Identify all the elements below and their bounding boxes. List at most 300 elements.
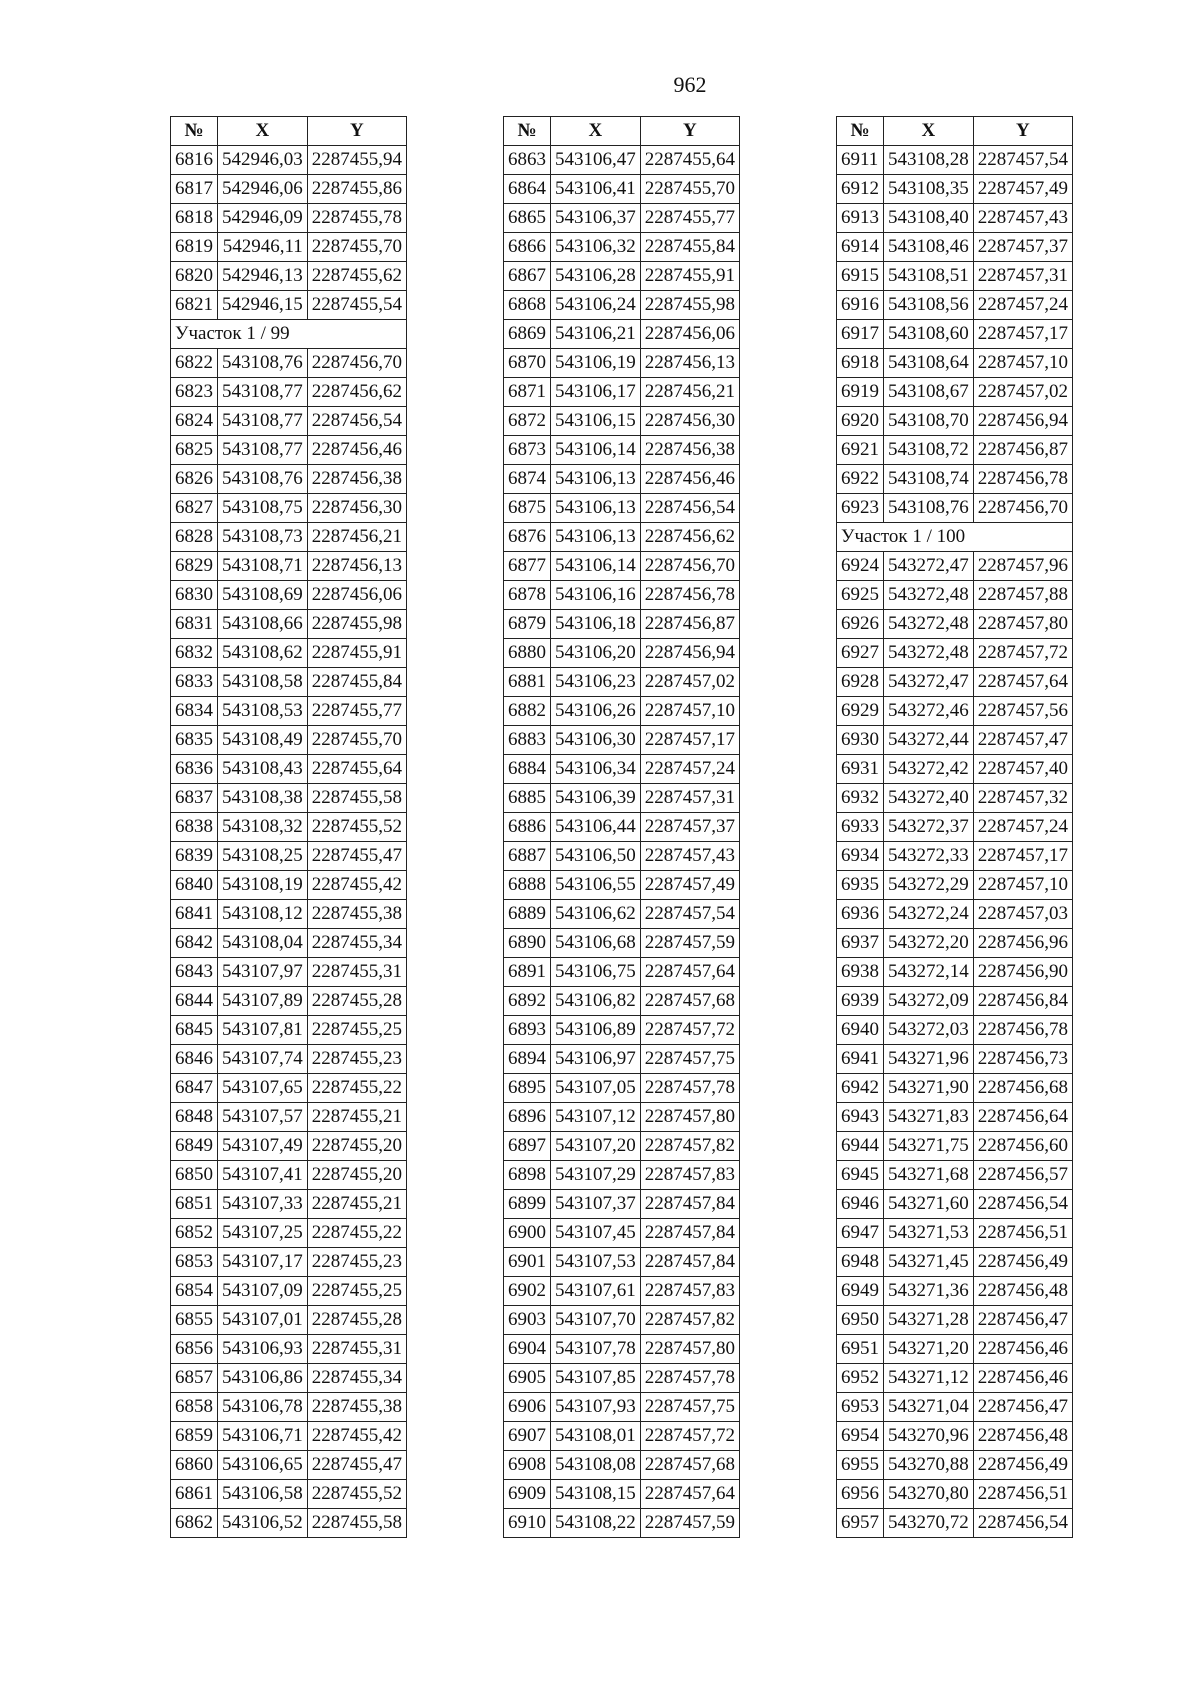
x-coordinate: 543270,96	[884, 1422, 974, 1451]
x-coordinate: 543107,05	[551, 1074, 641, 1103]
y-coordinate: 2287455,21	[307, 1103, 406, 1132]
y-coordinate: 2287455,52	[307, 1480, 406, 1509]
table-row	[504, 1277, 740, 1306]
y-coordinate: 2287457,78	[640, 1074, 739, 1103]
x-coordinate: 542946,15	[218, 291, 308, 320]
x-coordinate: 543106,32	[551, 233, 641, 262]
table-row	[837, 581, 1073, 610]
x-coordinate: 543271,68	[884, 1161, 974, 1190]
table-row	[837, 204, 1073, 233]
y-coordinate: 2287456,38	[307, 465, 406, 494]
point-number: 6850	[171, 1161, 218, 1190]
point-number: 6817	[171, 175, 218, 204]
y-coordinate: 2287457,54	[640, 900, 739, 929]
point-number: 6911	[837, 146, 884, 175]
y-coordinate: 2287456,51	[973, 1480, 1072, 1509]
table-row	[837, 668, 1073, 697]
point-number: 6890	[504, 929, 551, 958]
table-header-row	[171, 117, 407, 146]
x-coordinate: 543106,21	[551, 320, 641, 349]
x-coordinate: 543106,26	[551, 697, 641, 726]
y-coordinate: 2287456,78	[973, 1016, 1072, 1045]
x-coordinate: 543106,58	[218, 1480, 308, 1509]
point-number: 6822	[171, 349, 218, 378]
point-number: 6844	[171, 987, 218, 1016]
x-coordinate: 543108,12	[218, 900, 308, 929]
y-coordinate: 2287457,31	[640, 784, 739, 813]
x-coordinate: 543106,20	[551, 639, 641, 668]
y-coordinate: 2287457,47	[973, 726, 1072, 755]
point-number: 6826	[171, 465, 218, 494]
y-coordinate: 2287457,68	[640, 1451, 739, 1480]
table-row	[171, 291, 407, 320]
x-coordinate: 543107,81	[218, 1016, 308, 1045]
x-coordinate: 543272,29	[884, 871, 974, 900]
coordinate-table-3	[836, 116, 1073, 1538]
y-coordinate: 2287455,42	[307, 1422, 406, 1451]
table-row	[504, 1132, 740, 1161]
table-row	[171, 929, 407, 958]
point-number: 6902	[504, 1277, 551, 1306]
y-coordinate: 2287456,96	[973, 929, 1072, 958]
point-number: 6865	[504, 204, 551, 233]
y-coordinate: 2287455,64	[307, 755, 406, 784]
y-coordinate: 2287455,28	[307, 1306, 406, 1335]
x-coordinate: 543107,25	[218, 1219, 308, 1248]
point-number: 6908	[504, 1451, 551, 1480]
table-row	[171, 639, 407, 668]
y-coordinate: 2287456,46	[973, 1364, 1072, 1393]
table-row	[837, 610, 1073, 639]
y-coordinate: 2287455,20	[307, 1161, 406, 1190]
x-coordinate: 543108,69	[218, 581, 308, 610]
point-number: 6916	[837, 291, 884, 320]
point-number: 6866	[504, 233, 551, 262]
x-coordinate: 543106,30	[551, 726, 641, 755]
point-number: 6930	[837, 726, 884, 755]
y-coordinate: 2287455,64	[640, 146, 739, 175]
table-row	[837, 436, 1073, 465]
table-row	[171, 1277, 407, 1306]
table-row	[837, 1248, 1073, 1277]
y-coordinate: 2287456,30	[640, 407, 739, 436]
point-number: 6876	[504, 523, 551, 552]
point-number: 6867	[504, 262, 551, 291]
point-number: 6956	[837, 1480, 884, 1509]
y-coordinate: 2287455,77	[640, 204, 739, 233]
point-number: 6842	[171, 929, 218, 958]
point-number: 6852	[171, 1219, 218, 1248]
point-number: 6918	[837, 349, 884, 378]
table-row	[837, 1190, 1073, 1219]
point-number: 6820	[171, 262, 218, 291]
point-number: 6858	[171, 1393, 218, 1422]
x-coordinate: 543106,44	[551, 813, 641, 842]
table-row	[504, 581, 740, 610]
table-row	[171, 813, 407, 842]
table-row	[171, 1451, 407, 1480]
table-row	[504, 1393, 740, 1422]
table-row	[837, 1422, 1073, 1451]
y-coordinate: 2287455,47	[307, 842, 406, 871]
table-row	[504, 465, 740, 494]
page-number: 962	[673, 72, 707, 97]
x-coordinate: 543108,25	[218, 842, 308, 871]
x-coordinate: 542946,13	[218, 262, 308, 291]
point-number: 6861	[171, 1480, 218, 1509]
table-row	[837, 175, 1073, 204]
table-row	[171, 784, 407, 813]
point-number: 6897	[504, 1132, 551, 1161]
table-row	[837, 233, 1073, 262]
table-row	[504, 175, 740, 204]
point-number: 6835	[171, 726, 218, 755]
x-coordinate: 543106,47	[551, 146, 641, 175]
header-x: X	[551, 117, 641, 146]
point-number: 6859	[171, 1422, 218, 1451]
x-coordinate: 543272,03	[884, 1016, 974, 1045]
table-row	[504, 1364, 740, 1393]
point-number: 6926	[837, 610, 884, 639]
table-row	[171, 900, 407, 929]
table-row	[171, 842, 407, 871]
x-coordinate: 543108,32	[218, 813, 308, 842]
point-number: 6946	[837, 1190, 884, 1219]
point-number: 6847	[171, 1074, 218, 1103]
x-coordinate: 542946,03	[218, 146, 308, 175]
x-coordinate: 543106,50	[551, 842, 641, 871]
y-coordinate: 2287456,49	[973, 1248, 1072, 1277]
x-coordinate: 543106,82	[551, 987, 641, 1016]
point-number: 6914	[837, 233, 884, 262]
table-row	[837, 1277, 1073, 1306]
point-number: 6919	[837, 378, 884, 407]
y-coordinate: 2287456,84	[973, 987, 1072, 1016]
point-number: 6900	[504, 1219, 551, 1248]
coordinate-table-2	[503, 116, 740, 1538]
table-row	[171, 465, 407, 494]
y-coordinate: 2287455,42	[307, 871, 406, 900]
x-coordinate: 543108,56	[884, 291, 974, 320]
y-coordinate: 2287457,56	[973, 697, 1072, 726]
x-coordinate: 543108,49	[218, 726, 308, 755]
y-coordinate: 2287457,10	[973, 871, 1072, 900]
point-number: 6948	[837, 1248, 884, 1277]
y-coordinate: 2287457,17	[973, 320, 1072, 349]
x-coordinate: 543107,53	[551, 1248, 641, 1277]
point-number: 6940	[837, 1016, 884, 1045]
point-number: 6922	[837, 465, 884, 494]
y-coordinate: 2287457,72	[973, 639, 1072, 668]
table-row	[504, 958, 740, 987]
point-number: 6831	[171, 610, 218, 639]
x-coordinate: 543272,20	[884, 929, 974, 958]
x-coordinate: 543107,29	[551, 1161, 641, 1190]
table-row	[504, 610, 740, 639]
x-coordinate: 543107,37	[551, 1190, 641, 1219]
x-coordinate: 543107,33	[218, 1190, 308, 1219]
table-row	[504, 1422, 740, 1451]
y-coordinate: 2287457,17	[973, 842, 1072, 871]
point-number: 6857	[171, 1364, 218, 1393]
table-row	[171, 1335, 407, 1364]
x-coordinate: 543271,28	[884, 1306, 974, 1335]
table-row	[837, 697, 1073, 726]
table-row	[171, 378, 407, 407]
x-coordinate: 543108,22	[551, 1509, 641, 1538]
x-coordinate: 543108,15	[551, 1480, 641, 1509]
section-row	[837, 523, 1073, 552]
x-coordinate: 543107,70	[551, 1306, 641, 1335]
y-coordinate: 2287456,87	[640, 610, 739, 639]
x-coordinate: 543272,44	[884, 726, 974, 755]
y-coordinate: 2287456,90	[973, 958, 1072, 987]
table-row	[504, 378, 740, 407]
point-number: 6920	[837, 407, 884, 436]
x-coordinate: 543106,13	[551, 465, 641, 494]
y-coordinate: 2287456,51	[973, 1219, 1072, 1248]
x-coordinate: 543107,12	[551, 1103, 641, 1132]
y-coordinate: 2287456,78	[640, 581, 739, 610]
header-y: Y	[307, 117, 406, 146]
point-number: 6873	[504, 436, 551, 465]
table-row	[837, 755, 1073, 784]
y-coordinate: 2287456,38	[640, 436, 739, 465]
x-coordinate: 543106,89	[551, 1016, 641, 1045]
y-coordinate: 2287457,43	[973, 204, 1072, 233]
table-row	[837, 1306, 1073, 1335]
y-coordinate: 2287455,84	[640, 233, 739, 262]
coordinate-table-1	[170, 116, 407, 1538]
y-coordinate: 2287457,49	[973, 175, 1072, 204]
y-coordinate: 2287457,10	[973, 349, 1072, 378]
y-coordinate: 2287457,59	[640, 1509, 739, 1538]
x-coordinate: 543106,97	[551, 1045, 641, 1074]
table-row	[504, 1045, 740, 1074]
point-number: 6895	[504, 1074, 551, 1103]
table-row	[837, 1451, 1073, 1480]
table-row	[171, 1480, 407, 1509]
table-row	[171, 1190, 407, 1219]
point-number: 6921	[837, 436, 884, 465]
point-number: 6929	[837, 697, 884, 726]
header-number: №	[504, 117, 551, 146]
point-number: 6953	[837, 1393, 884, 1422]
y-coordinate: 2287457,80	[640, 1335, 739, 1364]
table-row	[171, 262, 407, 291]
point-number: 6887	[504, 842, 551, 871]
x-coordinate: 543108,01	[551, 1422, 641, 1451]
y-coordinate: 2287455,22	[307, 1074, 406, 1103]
table-row	[171, 146, 407, 175]
table-row	[171, 987, 407, 1016]
table-row	[504, 1016, 740, 1045]
x-coordinate: 543272,37	[884, 813, 974, 842]
point-number: 6846	[171, 1045, 218, 1074]
point-number: 6825	[171, 436, 218, 465]
table-row	[837, 378, 1073, 407]
table-row	[837, 1335, 1073, 1364]
point-number: 6824	[171, 407, 218, 436]
point-number: 6884	[504, 755, 551, 784]
point-number: 6907	[504, 1422, 551, 1451]
y-coordinate: 2287457,10	[640, 697, 739, 726]
point-number: 6880	[504, 639, 551, 668]
x-coordinate: 542946,11	[218, 233, 308, 262]
table-row	[504, 900, 740, 929]
table-row	[837, 871, 1073, 900]
point-number: 6868	[504, 291, 551, 320]
y-coordinate: 2287455,77	[307, 697, 406, 726]
x-coordinate: 543107,17	[218, 1248, 308, 1277]
table-row	[171, 1306, 407, 1335]
table-row	[171, 697, 407, 726]
x-coordinate: 543271,96	[884, 1045, 974, 1074]
header-x: X	[884, 117, 974, 146]
table-row	[504, 1190, 740, 1219]
x-coordinate: 543270,72	[884, 1509, 974, 1538]
point-number: 6823	[171, 378, 218, 407]
point-number: 6882	[504, 697, 551, 726]
x-coordinate: 543108,38	[218, 784, 308, 813]
table-row	[837, 1016, 1073, 1045]
point-number: 6899	[504, 1190, 551, 1219]
x-coordinate: 542946,09	[218, 204, 308, 233]
y-coordinate: 2287455,47	[307, 1451, 406, 1480]
y-coordinate: 2287456,70	[307, 349, 406, 378]
table-row	[171, 1248, 407, 1277]
point-number: 6855	[171, 1306, 218, 1335]
point-number: 6954	[837, 1422, 884, 1451]
point-number: 6869	[504, 320, 551, 349]
y-coordinate: 2287456,70	[973, 494, 1072, 523]
point-number: 6848	[171, 1103, 218, 1132]
x-coordinate: 543272,47	[884, 668, 974, 697]
point-number: 6839	[171, 842, 218, 871]
x-coordinate: 543108,04	[218, 929, 308, 958]
point-number: 6875	[504, 494, 551, 523]
table-row	[171, 1132, 407, 1161]
x-coordinate: 543271,20	[884, 1335, 974, 1364]
table-row	[504, 1103, 740, 1132]
x-coordinate: 543106,28	[551, 262, 641, 291]
table-row	[171, 349, 407, 378]
point-number: 6917	[837, 320, 884, 349]
point-number: 6913	[837, 204, 884, 233]
x-coordinate: 543106,68	[551, 929, 641, 958]
table-row	[171, 871, 407, 900]
x-coordinate: 543106,24	[551, 291, 641, 320]
x-coordinate: 543271,90	[884, 1074, 974, 1103]
x-coordinate: 543106,86	[218, 1364, 308, 1393]
x-coordinate: 543106,13	[551, 494, 641, 523]
header-x: X	[218, 117, 308, 146]
y-coordinate: 2287456,94	[640, 639, 739, 668]
x-coordinate: 543106,52	[218, 1509, 308, 1538]
table-row	[504, 494, 740, 523]
table-row	[504, 842, 740, 871]
y-coordinate: 2287456,47	[973, 1306, 1072, 1335]
point-number: 6878	[504, 581, 551, 610]
table-row	[837, 291, 1073, 320]
y-coordinate: 2287455,58	[307, 1509, 406, 1538]
point-number: 6931	[837, 755, 884, 784]
x-coordinate: 543106,23	[551, 668, 641, 697]
x-coordinate: 543106,13	[551, 523, 641, 552]
y-coordinate: 2287455,38	[307, 900, 406, 929]
x-coordinate: 543108,74	[884, 465, 974, 494]
point-number: 6892	[504, 987, 551, 1016]
point-number: 6874	[504, 465, 551, 494]
table-row	[837, 1509, 1073, 1538]
y-coordinate: 2287456,54	[640, 494, 739, 523]
y-coordinate: 2287457,24	[973, 813, 1072, 842]
table-row	[837, 929, 1073, 958]
y-coordinate: 2287457,84	[640, 1248, 739, 1277]
y-coordinate: 2287457,64	[973, 668, 1072, 697]
table-row	[171, 958, 407, 987]
point-number: 6862	[171, 1509, 218, 1538]
x-coordinate: 543108,64	[884, 349, 974, 378]
x-coordinate: 543106,34	[551, 755, 641, 784]
point-number: 6928	[837, 668, 884, 697]
table-row	[171, 523, 407, 552]
table-row	[837, 349, 1073, 378]
y-coordinate: 2287455,23	[307, 1045, 406, 1074]
y-coordinate: 2287455,22	[307, 1219, 406, 1248]
point-number: 6838	[171, 813, 218, 842]
y-coordinate: 2287455,38	[307, 1393, 406, 1422]
table-row	[504, 697, 740, 726]
point-number: 6828	[171, 523, 218, 552]
point-number: 6924	[837, 552, 884, 581]
y-coordinate: 2287457,75	[640, 1045, 739, 1074]
y-coordinate: 2287455,78	[307, 204, 406, 233]
x-coordinate: 543108,76	[884, 494, 974, 523]
point-number: 6927	[837, 639, 884, 668]
x-coordinate: 543272,24	[884, 900, 974, 929]
header-number: №	[837, 117, 884, 146]
point-number: 6898	[504, 1161, 551, 1190]
x-coordinate: 543271,36	[884, 1277, 974, 1306]
y-coordinate: 2287456,48	[973, 1422, 1072, 1451]
table-row	[171, 1422, 407, 1451]
point-number: 6893	[504, 1016, 551, 1045]
x-coordinate: 543106,55	[551, 871, 641, 900]
x-coordinate: 543108,60	[884, 320, 974, 349]
x-coordinate: 543106,71	[218, 1422, 308, 1451]
point-number: 6829	[171, 552, 218, 581]
y-coordinate: 2287456,64	[973, 1103, 1072, 1132]
y-coordinate: 2287456,30	[307, 494, 406, 523]
table-row	[504, 204, 740, 233]
table-row	[171, 436, 407, 465]
x-coordinate: 543107,09	[218, 1277, 308, 1306]
table-row	[504, 639, 740, 668]
x-coordinate: 543107,45	[551, 1219, 641, 1248]
x-coordinate: 543106,17	[551, 378, 641, 407]
point-number: 6827	[171, 494, 218, 523]
table-row	[504, 1509, 740, 1538]
table-row	[171, 1074, 407, 1103]
table-row	[504, 436, 740, 465]
y-coordinate: 2287457,03	[973, 900, 1072, 929]
table-row	[837, 958, 1073, 987]
x-coordinate: 543107,57	[218, 1103, 308, 1132]
y-coordinate: 2287457,24	[973, 291, 1072, 320]
table-row	[171, 726, 407, 755]
table-row	[171, 407, 407, 436]
